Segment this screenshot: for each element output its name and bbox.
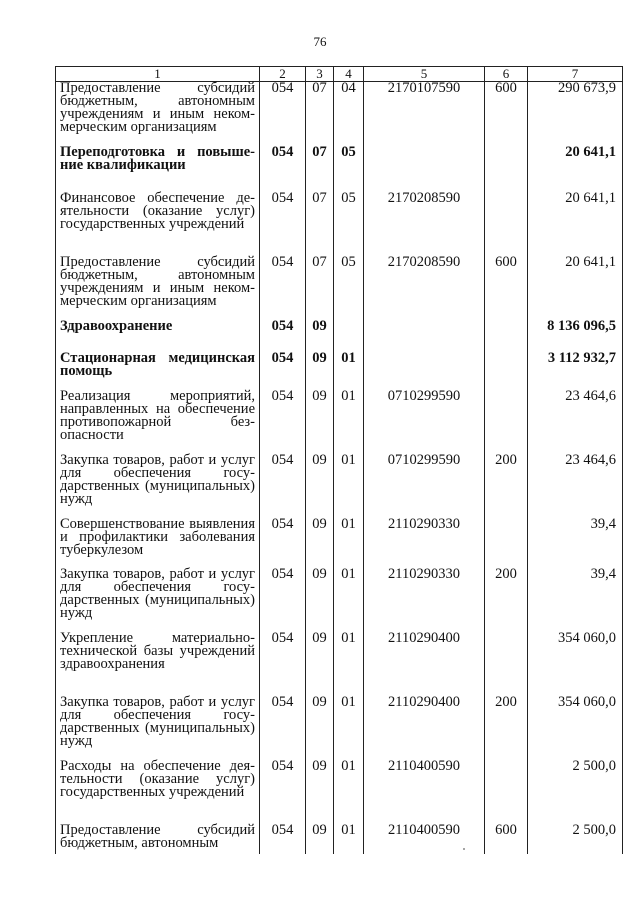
row-name: Переподготовка и повышение квалификации bbox=[56, 146, 260, 192]
table-row bbox=[56, 760, 623, 824]
table-row bbox=[56, 824, 623, 854]
row-admin-code: 054 bbox=[260, 390, 306, 454]
row-subsection: 01 bbox=[334, 518, 364, 568]
row-target-article: 2110290330 bbox=[364, 568, 485, 632]
row-admin-code: 054 bbox=[260, 192, 306, 256]
row-subsection: 01 bbox=[334, 824, 364, 854]
row-target-article: 0710299590 bbox=[364, 454, 485, 518]
row-name: Закупка товаров, работ и услуг для обеспечения государственных (муниципальных) нужд bbox=[56, 568, 260, 632]
row-admin-code: 054 bbox=[260, 352, 306, 390]
row-admin-code: 054 bbox=[260, 632, 306, 696]
row-subsection: 01 bbox=[334, 568, 364, 632]
row-admin-code: 054 bbox=[260, 82, 306, 146]
row-expense-type bbox=[485, 192, 528, 256]
row-name: Реализация мероприятий, направленных на обеспечение противопожарной безопасности bbox=[56, 390, 260, 454]
row-name: Предоставление субсидий бюджетным, автономным bbox=[56, 824, 260, 854]
row-admin-code: 054 bbox=[260, 518, 306, 568]
row-admin-code: 054 bbox=[260, 256, 306, 320]
row-name: Финансовое обеспечение деятельности (оказание услуг) государственных учреждений bbox=[56, 192, 260, 256]
table-row bbox=[56, 518, 623, 568]
row-name: Совершенствование выявления и профилактики заболевания туберкулезом bbox=[56, 518, 260, 568]
row-admin-code: 054 bbox=[260, 568, 306, 632]
row-expense-type: 200 bbox=[485, 454, 528, 518]
header-col-4: 4 bbox=[334, 67, 364, 82]
row-name: Укрепление материально-технической базы учреждений здравоохранения bbox=[56, 632, 260, 696]
header-col-7: 7 bbox=[528, 67, 623, 82]
row-target-article bbox=[364, 320, 485, 352]
row-target-article: 2170208590 bbox=[364, 256, 485, 320]
table-row bbox=[56, 568, 623, 632]
row-subsection: 01 bbox=[334, 632, 364, 696]
row-target-article bbox=[364, 146, 485, 192]
row-expense-type: 600 bbox=[485, 256, 528, 320]
row-subsection: 01 bbox=[334, 696, 364, 760]
row-subsection: 01 bbox=[334, 352, 364, 390]
row-subsection: 01 bbox=[334, 454, 364, 518]
row-section: 07 bbox=[306, 82, 334, 146]
row-subsection bbox=[334, 320, 364, 352]
row-admin-code: 054 bbox=[260, 696, 306, 760]
row-expense-type: 600 bbox=[485, 824, 528, 854]
row-target-article bbox=[364, 352, 485, 390]
row-amount: 20 641,1 bbox=[528, 192, 623, 256]
header-col-3: 3 bbox=[306, 67, 334, 82]
header-col-2: 2 bbox=[260, 67, 306, 82]
row-subsection: 01 bbox=[334, 390, 364, 454]
row-name: Закупка товаров, работ и услуг для обеспечения государственных (муниципальных) нужд bbox=[56, 696, 260, 760]
row-amount: 2 500,0 bbox=[528, 824, 623, 854]
table-row bbox=[56, 352, 623, 390]
row-amount: 39,4 bbox=[528, 518, 623, 568]
row-admin-code: 054 bbox=[260, 760, 306, 824]
row-name: Расходы на обеспечение деятельности (оказание услуг) государственных учреждений bbox=[56, 760, 260, 824]
row-target-article: 2110290400 bbox=[364, 632, 485, 696]
row-name: Закупка товаров, работ и услуг для обеспечения государственных (муниципальных) нужд bbox=[56, 454, 260, 518]
row-expense-type: 200 bbox=[485, 568, 528, 632]
row-section: 09 bbox=[306, 352, 334, 390]
row-target-article: 2170107590 bbox=[364, 82, 485, 146]
row-expense-type bbox=[485, 320, 528, 352]
row-section: 09 bbox=[306, 760, 334, 824]
budget-table bbox=[55, 66, 623, 854]
table-row bbox=[56, 454, 623, 518]
row-amount: 39,4 bbox=[528, 568, 623, 632]
row-section: 09 bbox=[306, 824, 334, 854]
row-admin-code: 054 bbox=[260, 454, 306, 518]
table-row bbox=[56, 146, 623, 192]
table-row bbox=[56, 632, 623, 696]
row-section: 07 bbox=[306, 146, 334, 192]
row-expense-type: 600 bbox=[485, 82, 528, 146]
row-section: 09 bbox=[306, 454, 334, 518]
row-subsection: 04 bbox=[334, 82, 364, 146]
row-amount: 20 641,1 bbox=[528, 146, 623, 192]
row-name: Предоставление субсидий бюджетным, автономным учреждениям и иным некоммерческим организациям bbox=[56, 82, 260, 146]
row-admin-code: 054 bbox=[260, 146, 306, 192]
row-section: 09 bbox=[306, 632, 334, 696]
scan-speck bbox=[463, 848, 465, 850]
table-row bbox=[56, 320, 623, 352]
row-name: Предоставление субсидий бюджетным, автономным учреждениям и иным некоммерческим организациям bbox=[56, 256, 260, 320]
row-amount: 354 060,0 bbox=[528, 632, 623, 696]
row-target-article: 2110400590 bbox=[364, 824, 485, 854]
row-target-article: 2110290330 bbox=[364, 518, 485, 568]
row-section: 09 bbox=[306, 390, 334, 454]
row-amount: 23 464,6 bbox=[528, 390, 623, 454]
row-expense-type bbox=[485, 760, 528, 824]
page-number: 76 bbox=[313, 34, 327, 49]
header-col-5: 5 bbox=[364, 67, 485, 82]
row-expense-type: 200 bbox=[485, 696, 528, 760]
row-section: 09 bbox=[306, 568, 334, 632]
row-subsection: 05 bbox=[334, 192, 364, 256]
table-row bbox=[56, 82, 623, 146]
row-name: Здравоохранение bbox=[56, 320, 260, 352]
row-admin-code: 054 bbox=[260, 824, 306, 854]
row-target-article: 2110400590 bbox=[364, 760, 485, 824]
row-target-article: 2170208590 bbox=[364, 192, 485, 256]
row-expense-type bbox=[485, 352, 528, 390]
row-subsection: 01 bbox=[334, 760, 364, 824]
row-subsection: 05 bbox=[334, 146, 364, 192]
row-expense-type bbox=[485, 518, 528, 568]
row-subsection: 05 bbox=[334, 256, 364, 320]
table-row bbox=[56, 192, 623, 256]
row-amount: 2 500,0 bbox=[528, 760, 623, 824]
row-amount: 290 673,9 bbox=[528, 82, 623, 146]
row-section: 07 bbox=[306, 192, 334, 256]
row-admin-code: 054 bbox=[260, 320, 306, 352]
table-row bbox=[56, 256, 623, 320]
table-row bbox=[56, 390, 623, 454]
row-expense-type bbox=[485, 146, 528, 192]
row-target-article: 0710299590 bbox=[364, 390, 485, 454]
row-expense-type bbox=[485, 390, 528, 454]
row-name: Стационарная медицинская помощь bbox=[56, 352, 260, 390]
header-col-1: 1 bbox=[56, 67, 260, 82]
header-col-6: 6 bbox=[485, 67, 528, 82]
table-row bbox=[56, 696, 623, 760]
row-amount: 3 112 932,7 bbox=[528, 352, 623, 390]
row-amount: 20 641,1 bbox=[528, 256, 623, 320]
row-expense-type bbox=[485, 632, 528, 696]
row-target-article: 2110290400 bbox=[364, 696, 485, 760]
row-amount: 354 060,0 bbox=[528, 696, 623, 760]
row-amount: 8 136 096,5 bbox=[528, 320, 623, 352]
row-amount: 23 464,6 bbox=[528, 454, 623, 518]
row-section: 09 bbox=[306, 320, 334, 352]
row-section: 07 bbox=[306, 256, 334, 320]
table-body bbox=[56, 82, 623, 854]
row-section: 09 bbox=[306, 696, 334, 760]
row-section: 09 bbox=[306, 518, 334, 568]
